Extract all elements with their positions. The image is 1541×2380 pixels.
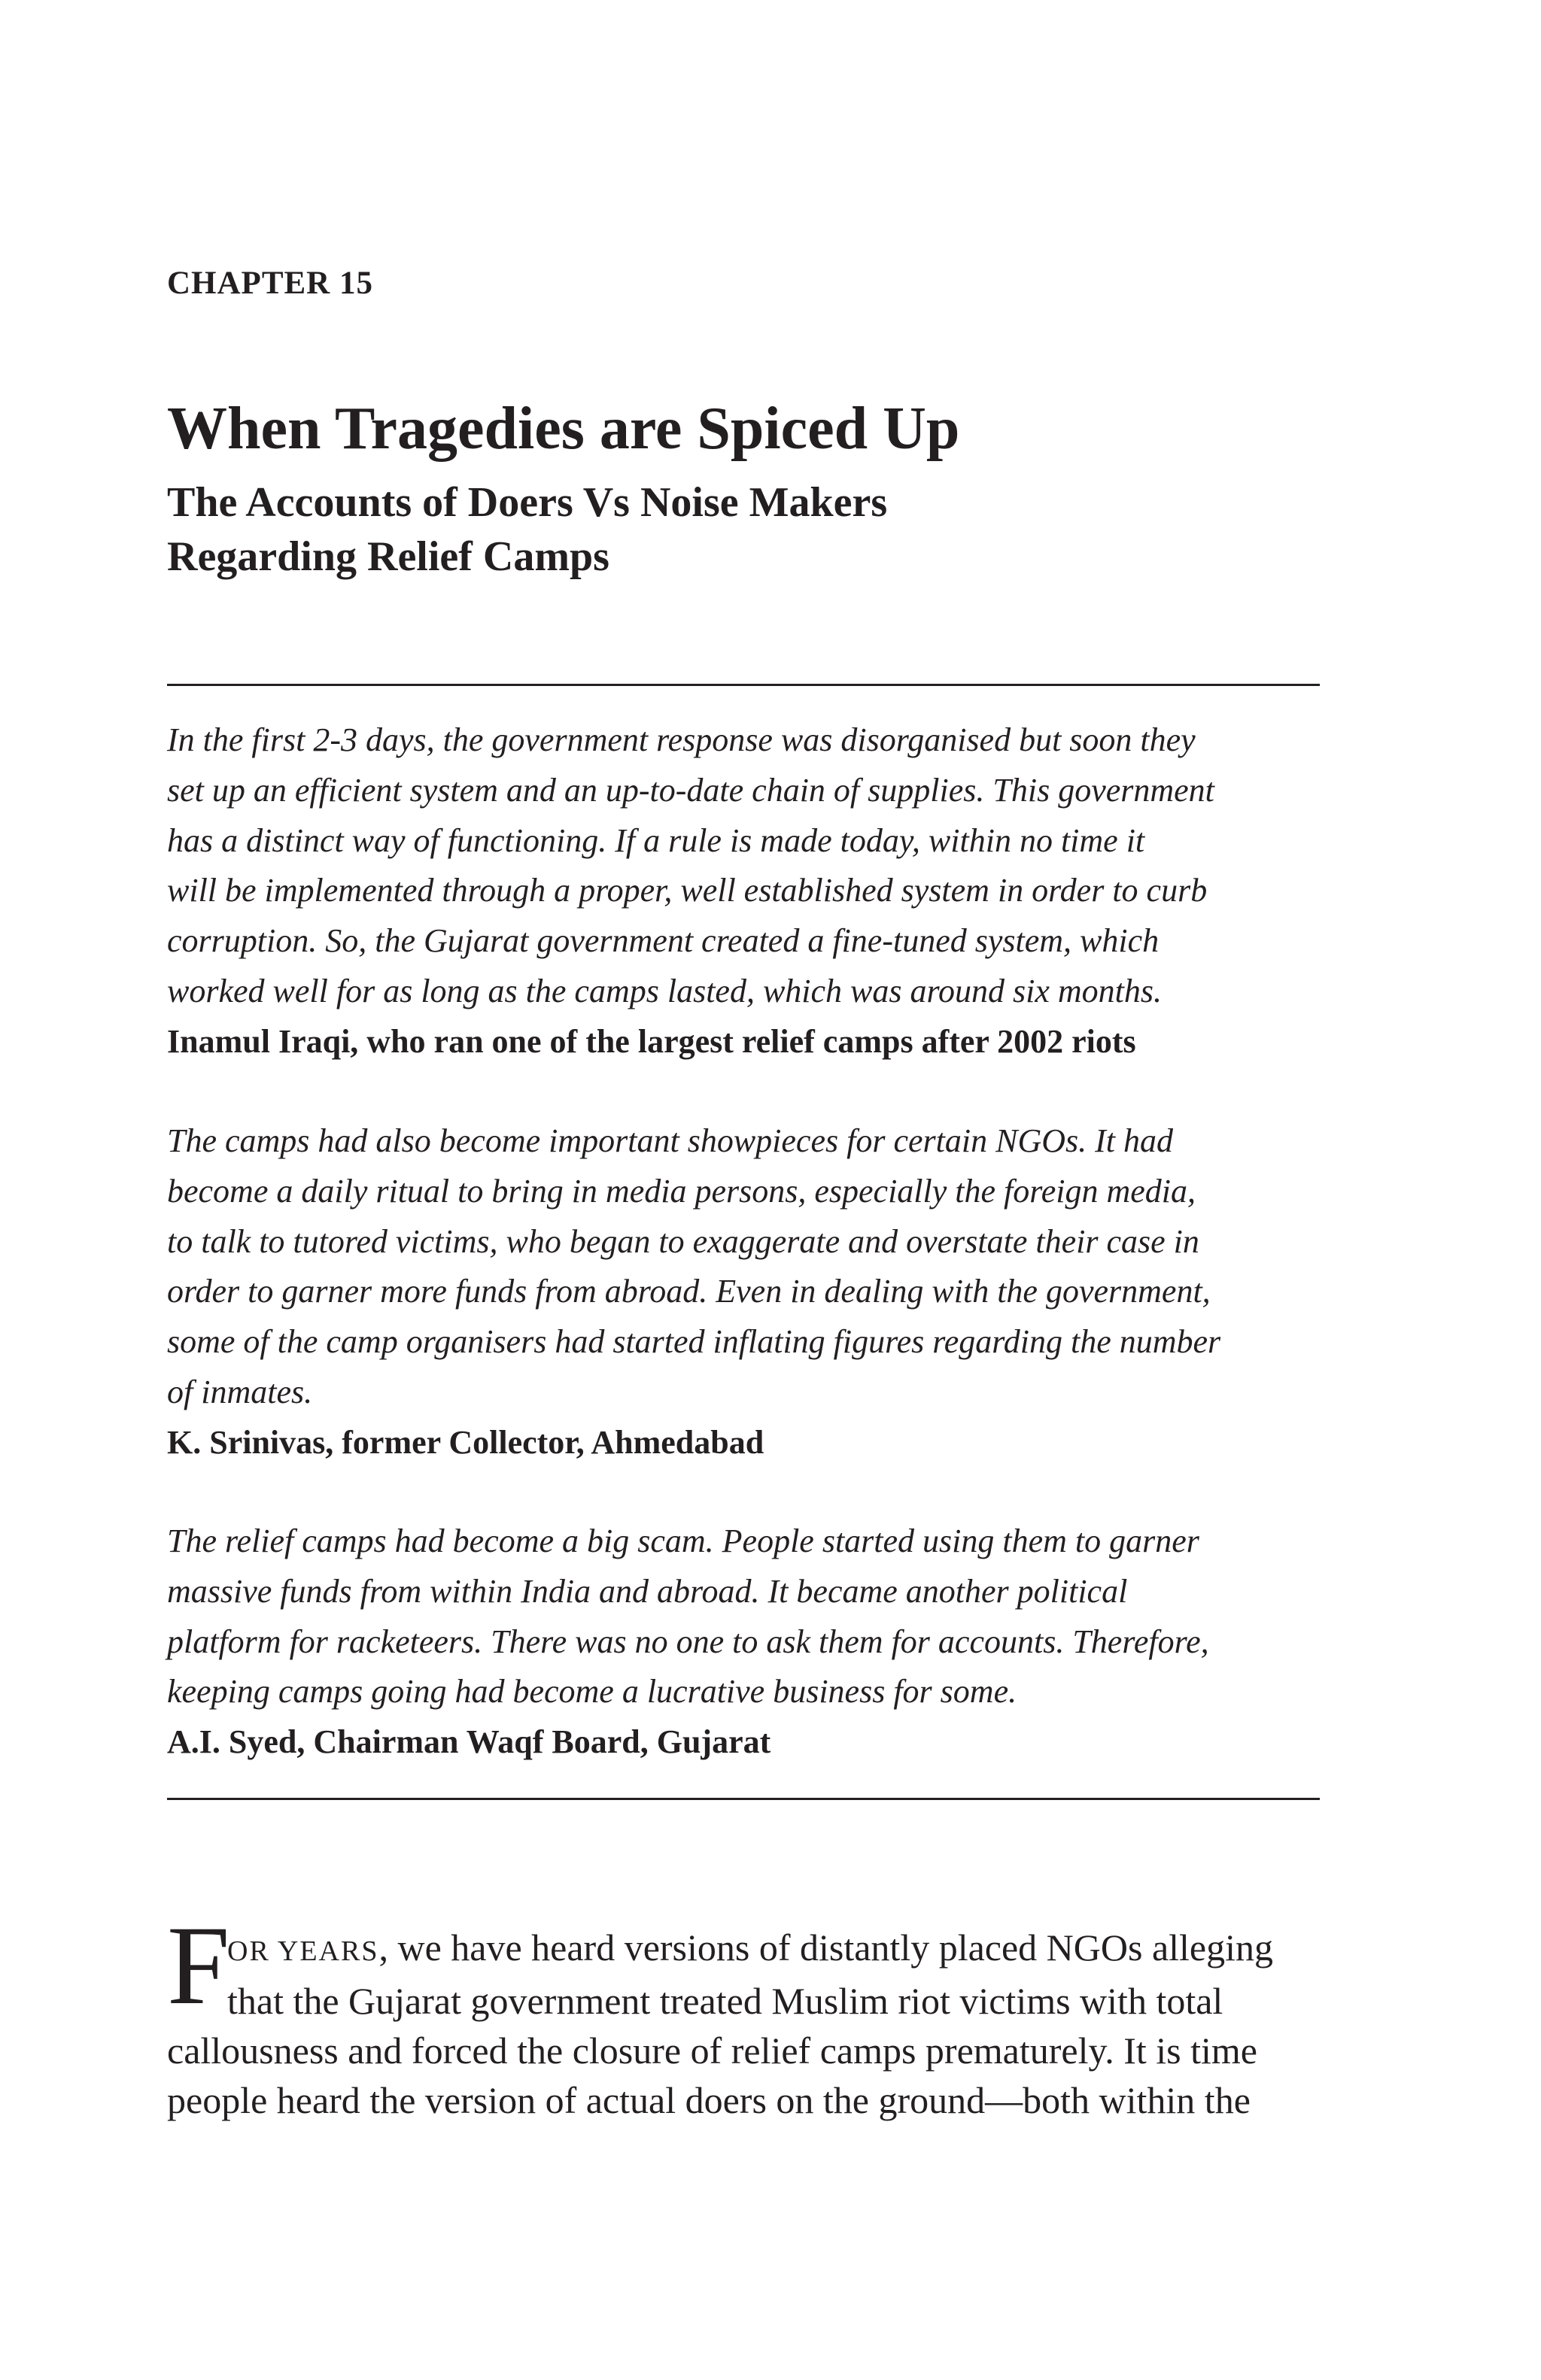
quote-attribution: K. Srinivas, former Collector, Ahmedabad [167,1423,764,1461]
quote-line: become a daily ritual to bring in media persons, especially the foreign media, [167,1172,1196,1210]
top-divider [167,684,1320,686]
quote-line: In the first 2-3 days, the government response was disorganised but soon they [167,721,1196,758]
subtitle-line: Regarding Relief Camps [167,533,609,580]
quote-line: set up an efficient system and an up-to-date chain of supplies. This government [167,771,1214,809]
body-line: callousness and forced the closure of relief camps prematurely. It is time [167,2029,1257,2072]
quote-line: order to garner more funds from abroad. Even in dealing with the government, [167,1273,1211,1310]
chapter-subtitle [167,475,887,584]
body-line [167,1923,1320,1976]
quote-line: has a distinct way of functioning. If a rule is made today, within no time it [167,821,1145,859]
quote-line: worked well for as long as the camps lasted, which was around six months. [167,972,1163,1009]
smallcaps-lead: OR YEARS [227,1935,379,1967]
epigraph-quote [167,1516,1320,1768]
bottom-divider [167,1798,1320,1800]
quote-line: The camps had also become important showpieces for certain NGOs. It had [167,1122,1173,1159]
quote-line: some of the camp organisers had started inflating figures regarding the number [167,1323,1221,1361]
quote-attribution: Inamul Iraqi, who ran one of the largest relief camps after 2002 riots [167,1022,1136,1060]
quote-line: of inmates. [167,1373,313,1410]
drop-cap: F [167,1903,230,2028]
quote-line: massive funds from within India and abroad. It became another political [167,1572,1128,1610]
body-line: people heard the version of actual doers on the ground—both within the [167,2079,1251,2121]
body-line-rest: , we have heard versions of distantly placed NGOs alleging [378,1926,1274,1969]
chapter-title: When Tragedies are Spiced Up [167,396,960,462]
epigraph-quote [167,1116,1320,1468]
epigraph-quote [167,715,1320,1067]
quote-line: platform for racketeers. There was no one to ask them for accounts. Therefore, [167,1623,1209,1660]
quote-line: The relief camps had become a big scam. People started using them to garner [167,1522,1199,1559]
quote-attribution: A.I. Syed, Chairman Waqf Board, Gujarat [167,1723,771,1761]
body-paragraph [167,1923,1320,2125]
quote-line: corruption. So, the Gujarat government created a fine-tuned system, which [167,922,1160,960]
quote-line: keeping camps going had become a lucrative business for some. [167,1673,1017,1711]
chapter-label: CHAPTER 15 [167,266,373,301]
body-line: that the Gujarat government treated Muslim riot victims with total [227,1980,1223,2022]
quote-line: to talk to tutored victims, who began to exaggerate and overstate their case in [167,1222,1199,1260]
quote-line: will be implemented through a proper, well established system in order to curb [167,872,1208,909]
subtitle-line: The Accounts of Doers Vs Noise Makers [167,479,888,526]
